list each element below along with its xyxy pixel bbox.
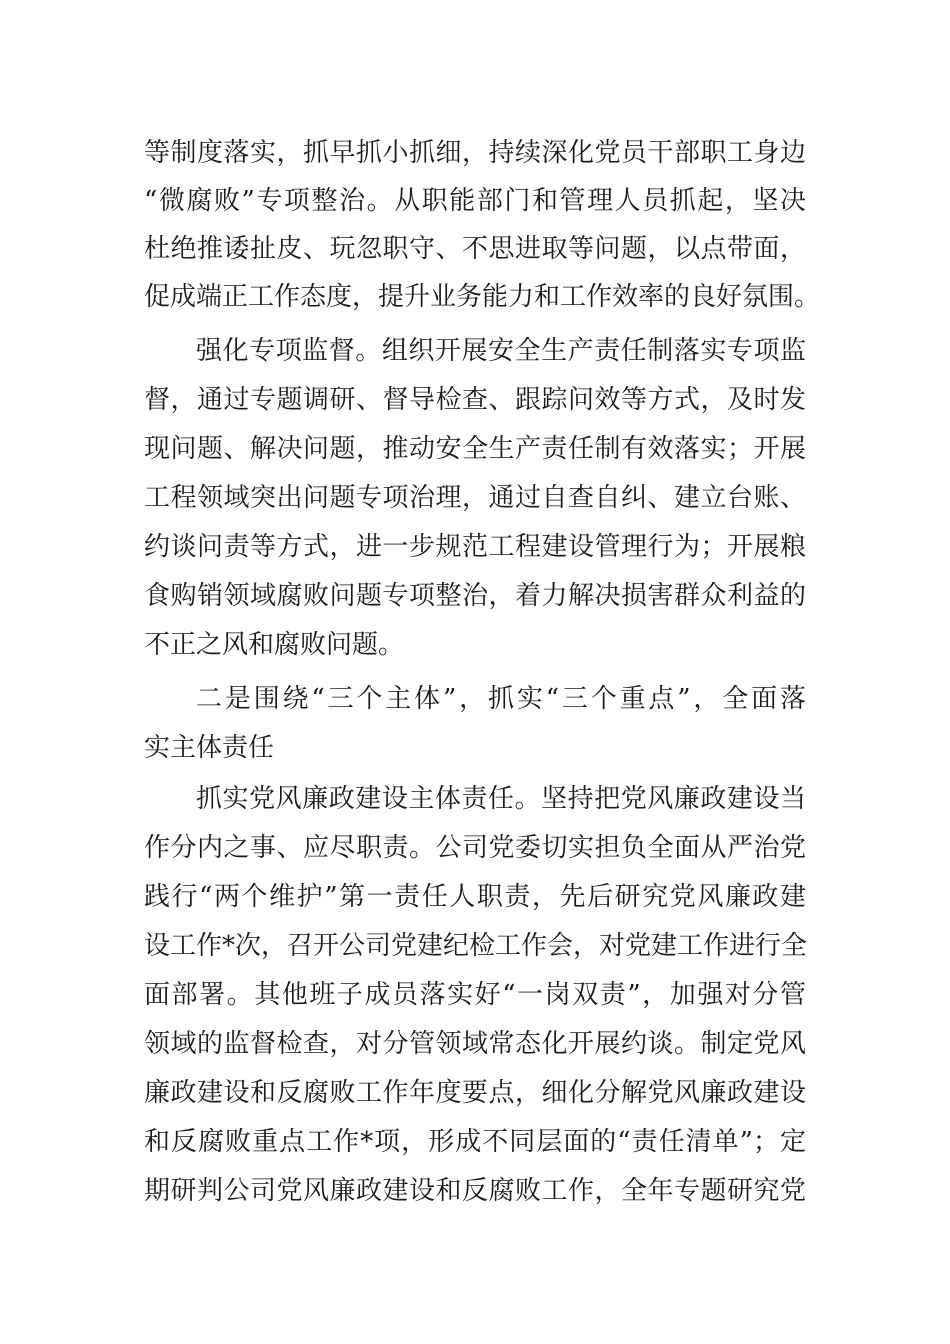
body-text-line: 现问题、解决问题，推动安全生产责任制有效落实；开展 [144,434,806,464]
paragraph-first-line: 强化专项监督。组织开展安全生产责任制落实专项监 [196,336,806,366]
body-text-line: 作分内之事、应尽职责。公司党委切实担负全面从严治党 [144,833,806,863]
section-heading-line: 实主体责任 [144,733,275,763]
body-text-line: 督，通过专题调研、督导检查、跟踪问效等方式，及时发 [144,385,806,415]
body-text-line: 促成端正工作态度，提升业务能力和工作效率的良好氛围。 [144,282,821,312]
body-text-line: 设工作*次，召开公司党建纪检工作会，对党建工作进行全 [144,931,808,961]
body-text-line: 廉政建设和反腐败工作年度要点，细化分解党风廉政建设 [144,1078,806,1108]
body-text-line: 期研判公司党风廉政建设和反腐败工作，全年专题研究党 [144,1176,806,1206]
body-text-line: 面部署。其他班子成员落实好“一岗双责”，加强对分管 [144,980,806,1010]
paragraph-first-line: 抓实党风廉政建设主体责任。坚持把党风廉政建设当 [196,784,806,814]
body-text-line: 领域的监督检查，对分管领域常态化开展约谈。制定党风 [144,1029,806,1059]
body-text-line: 约谈问责等方式，进一步规范工程建设管理行为；开展粮 [144,532,806,562]
body-text-line: 和反腐败重点工作*项，形成不同层面的“责任清单”；定 [144,1127,806,1157]
section-heading-line: 二是围绕“三个主体”，抓实“三个重点”，全面落 [196,684,806,714]
body-text-line: 不正之风和腐败问题。 [144,630,405,660]
body-text-line: 工程领域突出问题专项治理，通过自查自纠、建立台账、 [144,483,806,513]
body-text-line: 践行“两个维护”第一责任人职责，先后研究党风廉政建 [144,882,806,912]
body-text-line: 食购销领域腐败问题专项整治，着力解决损害群众利益的 [144,581,806,611]
body-text-line: 杜绝推诿扯皮、玩忽职守、不思进取等问题，以点带面， [144,234,806,264]
body-text-line: “微腐败”专项整治。从职能部门和管理人员抓起，坚决 [144,186,806,216]
body-text-line: 等制度落实，抓早抓小抓细，持续深化党员干部职工身边 [144,138,806,168]
